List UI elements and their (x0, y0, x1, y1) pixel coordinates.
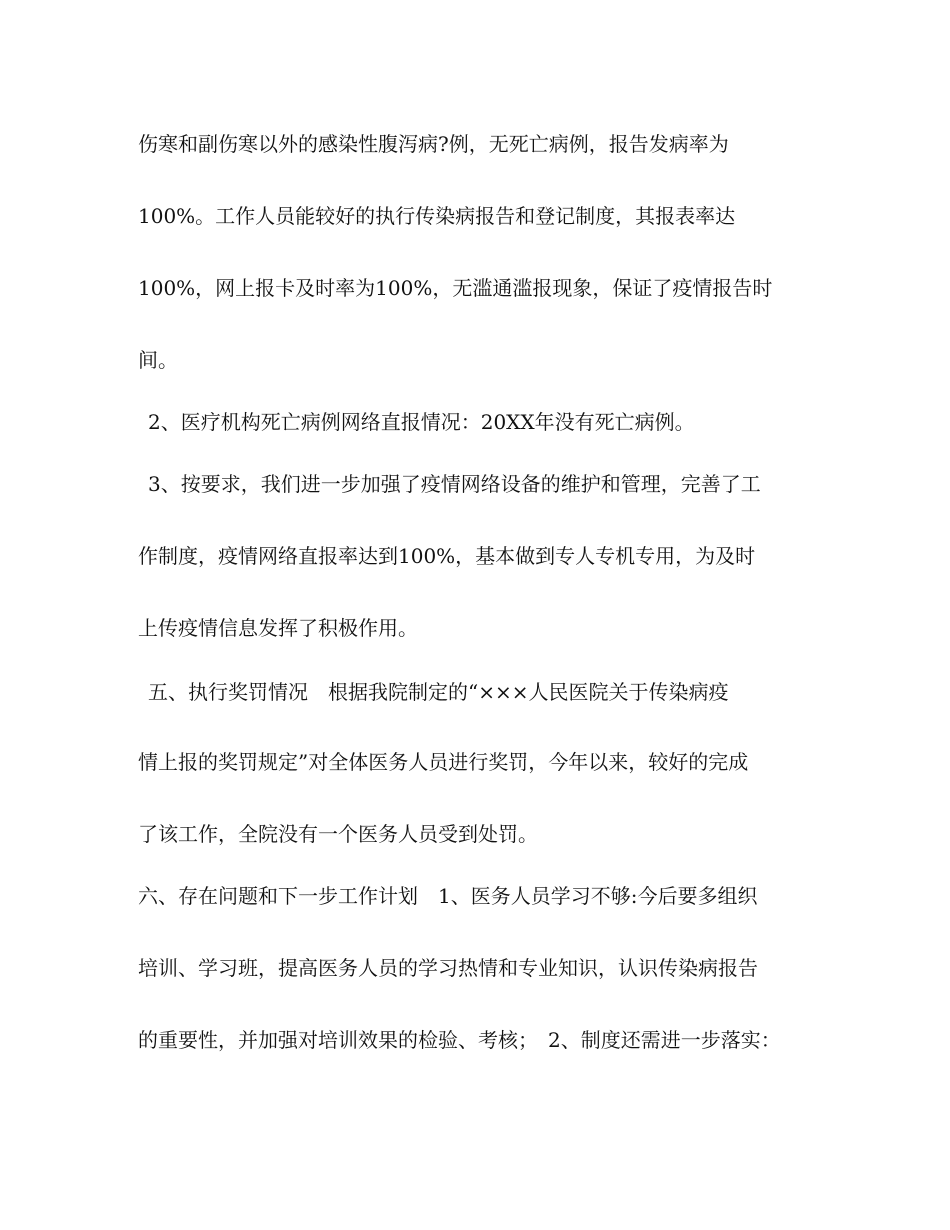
text-line: 100%，网上报卡及时率为100%，无滥通滥报现象，保证了疫情报告时 (138, 276, 773, 300)
text-line: 情上报的奖罚规定”对全体医务人员进行奖罚，今年以来，较好的完成 (138, 750, 749, 774)
text-line: 六、存在问题和下一步工作计划 1、医务人员学习不够:今后要多组织 (138, 884, 758, 908)
text-line: 3、按要求，我们进一步加强了疫情网络设备的维护和管理，完善了工 (148, 472, 761, 496)
text-line: 上传疫情信息发挥了积极作用。 (138, 616, 418, 640)
text-line: 100%。工作人员能较好的执行传染病报告和登记制度，其报表率达 (138, 204, 736, 228)
text-line: 作制度，疫情网络直报率达到100%，基本做到专人专机专用，为及时 (138, 544, 756, 568)
text-line: 伤寒和副伤寒以外的感染性腹泻病?例，无死亡病例，报告发病率为 (138, 132, 729, 156)
text-line: 2、医疗机构死亡病例网络直报情况：20XX年没有死亡病例。 (148, 410, 695, 434)
text-line: 了该工作，全院没有一个医务人员受到处罚。 (138, 822, 538, 846)
text-line: 培训、学习班，提高医务人员的学习热情和专业知识，认识传染病报告 (138, 956, 758, 980)
text-line: 的重要性，并加强对培训效果的检验、考核； 2、制度还需进一步落实： (138, 1028, 781, 1052)
text-line: 间。 (138, 348, 178, 372)
text-line: 五、执行奖罚情况 根据我院制定的“×××人民医院关于传染病疫 (148, 680, 729, 704)
